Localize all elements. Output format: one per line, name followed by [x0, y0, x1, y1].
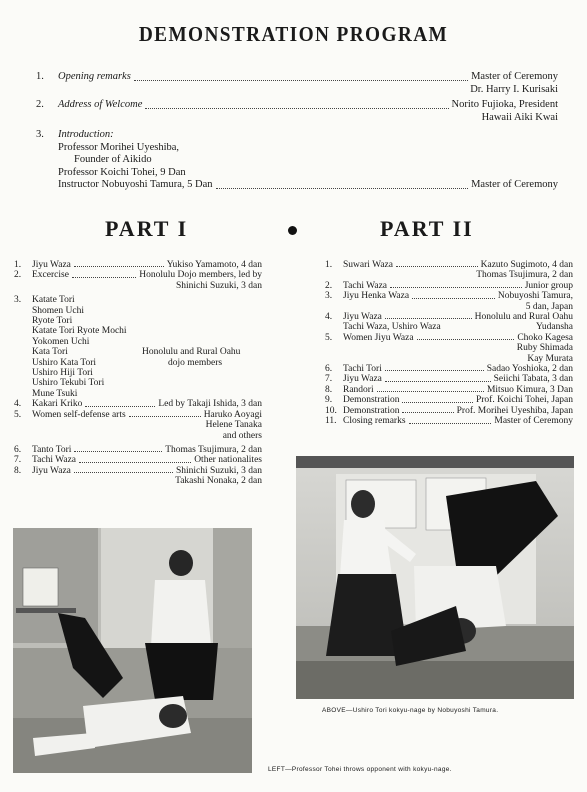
caption-above: ABOVE—Ushiro Tori kokyu-nage by Nobuyoshi Tamura. [322, 707, 499, 714]
part-1-item-4: 4. Kakari Kriko Led by Takaji Ishida, 3 dan [14, 399, 262, 410]
part-2-item-7: 7. Jiyu Waza Seiichi Tabata, 3 dan [325, 374, 573, 385]
part-2-item-6: 6. Tachi Tori Sadao Yoshioka, 2 dan [325, 364, 573, 375]
part-1-item-2: 2. Excercise Honolulu Dojo members, led by Shinichi Suzuki, 3 dan [14, 270, 262, 291]
part-1-item-6: 6. Tanto Tori Thomas Tsujimura, 2 dan [14, 444, 262, 455]
part-2-item-11: 11. Closing remarks Master of Ceremony [325, 416, 573, 427]
part-1-item-5: 5. Women self-defense arts Haruko Aoyagi Helene Tanaka and others [14, 409, 262, 441]
part-1-item-3: 3. Katate Tori Shomen Uchi Ryote Tori Katate Tori Ryote Mochi Yokomen Uchi Kata Tori Honolulu and Rural Oahu Ushiro Kata Tori dojo members Ushiro Hiji Tori Ushiro Tekubi Tori Mune Tsuki [14, 295, 241, 399]
caption-left: LEFT—Professor Tohei throws opponent with kokyu-nage. [268, 766, 452, 773]
bullet-dot [288, 226, 297, 235]
intro-item-3: 3. Introduction: Professor Morihei Uyeshiba, Founder of Aikido Professor Koichi Tohei, 9 Dan Instructor Nobuyoshi Tamura, 5 Dan Master of Ceremony [36, 129, 558, 190]
part-2-item-4: 4. Jiyu Waza Honolulu and Rural Oahu Tachi Waza, Ushiro Waza Yudansha [325, 312, 573, 333]
page-title: DEMONSTRATION PROGRAM [138, 22, 449, 46]
part-2-item-10: 10. Demonstration Prof. Morihei Uyeshiba, Japan [325, 405, 573, 416]
part-2-item-2: 2. Tachi Waza Junior group [325, 280, 573, 291]
intro-item-1: 1. Opening remarks Master of Ceremony Dr. Harry I. Kurisaki [36, 71, 558, 95]
part-2-item-3: 3. Jiyu Henka Waza Nobuyoshi Tamura, 5 dan, Japan [325, 291, 573, 312]
part-2-list [325, 260, 573, 427]
part-1-item-8: 8. Jiyu Waza Shinichi Suzuki, 3 dan Takashi Nonaka, 2 dan [14, 465, 262, 487]
part-2-item-9: 9. Demonstration Prof. Koichi Tohei, Japan [325, 395, 573, 406]
part-1-item-1: 1. Jiyu Waza Yukiso Yamamoto, 4 dan [14, 260, 262, 270]
part-1-item-7: 7. Tachi Waza Other nationalites [14, 455, 262, 466]
intro-item-2: 2. Address of Welcome Norito Fujioka, President Hawaii Aiki Kwai [36, 99, 558, 123]
part-1-heading: PART I [105, 216, 189, 241]
part-2-heading: PART II [380, 216, 474, 241]
part-2-item-1: 1. Suwari Waza Kazuto Sugimoto, 4 dan Thomas Tsujimura, 2 dan [325, 260, 573, 281]
part-1-list [14, 260, 262, 487]
photo-ushiro-tori [296, 456, 574, 699]
intro-section [36, 71, 558, 192]
photo-professor-tohei [13, 528, 252, 773]
part-2-item-5: 5. Women Jiyu Waza Choko Kagesa Ruby Shimada Kay Murata [325, 332, 573, 364]
part-2-item-8: 8. Randori Mitsuo Kimura, 3 Dan [325, 384, 573, 395]
